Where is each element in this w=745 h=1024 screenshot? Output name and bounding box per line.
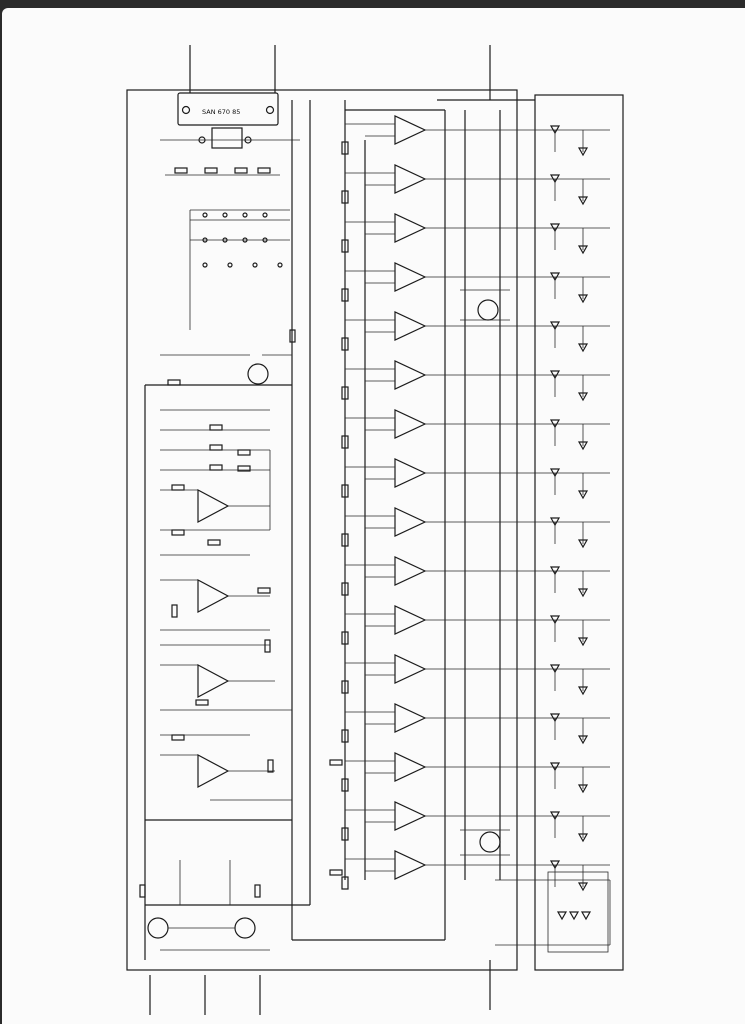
analog-section <box>140 355 342 960</box>
comparator-op-amp <box>342 655 535 693</box>
led-pair <box>535 616 610 645</box>
comparator-op-amp <box>342 459 535 497</box>
indicator-led <box>558 912 566 919</box>
led-matrix <box>535 126 610 919</box>
bus-lines <box>292 100 535 940</box>
led-pair <box>535 322 610 351</box>
led-pair <box>535 420 610 449</box>
module-part-number: SAN 670 85 <box>202 108 241 116</box>
led-pair <box>535 518 610 547</box>
indicator-led <box>570 912 578 919</box>
led-pair <box>535 567 610 596</box>
display-board-outline <box>535 95 623 970</box>
comparator-op-amp <box>342 753 535 791</box>
led-pair <box>535 469 610 498</box>
comparator-op-amp <box>342 410 535 448</box>
led-pair <box>535 273 610 302</box>
connector-module <box>160 45 300 148</box>
comparator-op-amp <box>342 557 535 595</box>
comparator-op-amp <box>342 165 535 203</box>
transistor-t5 <box>480 832 500 852</box>
comparator-op-amp <box>342 214 535 252</box>
comparator-op-amp <box>342 704 535 742</box>
op-amp-stage-4 <box>198 755 228 787</box>
comparator-op-amp <box>342 802 535 840</box>
transistor-t1 <box>248 364 268 384</box>
led-pair <box>535 714 610 743</box>
comparator-op-amp <box>342 312 535 350</box>
comparator-op-amp <box>342 116 535 154</box>
led-pair <box>535 371 610 400</box>
transistor-t3 <box>235 918 255 938</box>
led-pair <box>535 665 610 694</box>
op-amp-stage-3 <box>198 665 228 697</box>
indicator-led <box>582 912 590 919</box>
transistor-t2 <box>148 918 168 938</box>
op-amp-stage-2 <box>198 580 228 612</box>
transistor-t4 <box>478 300 498 320</box>
comparator-op-amp <box>342 606 535 644</box>
led-pair <box>535 812 610 841</box>
led-pair <box>535 861 610 890</box>
comparator-column <box>342 116 535 889</box>
op-amp-stage-1 <box>198 490 228 522</box>
comparator-op-amp <box>342 508 535 546</box>
comparator-op-amp <box>342 361 535 399</box>
led-pair <box>535 224 610 253</box>
led-pair <box>535 175 610 204</box>
comparator-op-amp <box>342 263 535 301</box>
led-pair <box>535 126 610 155</box>
comparator-op-amp <box>342 851 535 889</box>
led-pair <box>535 763 610 792</box>
selector-switch-block <box>165 168 295 342</box>
